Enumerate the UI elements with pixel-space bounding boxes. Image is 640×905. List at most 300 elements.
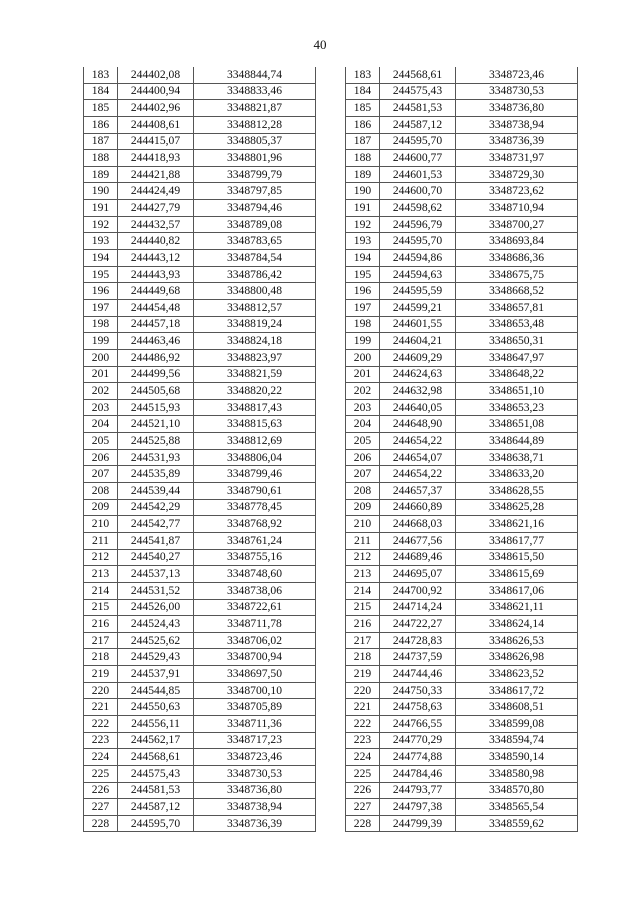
y-coordinate-cell: 3348621,16: [456, 516, 578, 533]
y-coordinate-cell: 3348651,10: [456, 383, 578, 400]
point-number-cell: 222: [346, 715, 380, 732]
point-number-cell: 202: [84, 383, 118, 400]
coordinates-table-left: [83, 67, 316, 832]
point-number-cell: 205: [346, 433, 380, 450]
table-row: [346, 183, 578, 200]
point-number-cell: 187: [84, 133, 118, 150]
x-coordinate-cell: 244600,70: [380, 183, 456, 200]
x-coordinate-cell: 244594,86: [380, 250, 456, 267]
y-coordinate-cell: 3348738,94: [456, 116, 578, 133]
point-number-cell: 205: [84, 433, 118, 450]
table-row: [346, 799, 578, 816]
point-number-cell: 191: [346, 200, 380, 217]
point-number-cell: 198: [346, 316, 380, 333]
table-row: [346, 499, 578, 516]
x-coordinate-cell: 244424,49: [118, 183, 194, 200]
table-row: [346, 466, 578, 483]
point-number-cell: 189: [346, 166, 380, 183]
x-coordinate-cell: 244695,07: [380, 566, 456, 583]
table-row: [346, 699, 578, 716]
y-coordinate-cell: 3348805,37: [194, 133, 316, 150]
x-coordinate-cell: 244505,68: [118, 383, 194, 400]
y-coordinate-cell: 3348819,24: [194, 316, 316, 333]
point-number-cell: 217: [84, 632, 118, 649]
table-row: [346, 316, 578, 333]
x-coordinate-cell: 244594,63: [380, 266, 456, 283]
table-row: [84, 532, 316, 549]
y-coordinate-cell: 3348738,06: [194, 582, 316, 599]
y-coordinate-cell: 3348723,62: [456, 183, 578, 200]
x-coordinate-cell: 244600,77: [380, 150, 456, 167]
x-coordinate-cell: 244689,46: [380, 549, 456, 566]
y-coordinate-cell: 3348729,30: [456, 166, 578, 183]
x-coordinate-cell: 244744,46: [380, 666, 456, 683]
y-coordinate-cell: 3348790,61: [194, 483, 316, 500]
point-number-cell: 194: [84, 250, 118, 267]
table-row: [84, 449, 316, 466]
table-row: [84, 549, 316, 566]
table-row: [84, 466, 316, 483]
coordinates-table-right: [345, 67, 578, 832]
y-coordinate-cell: 3348628,55: [456, 483, 578, 500]
y-coordinate-cell: 3348815,63: [194, 416, 316, 433]
y-coordinate-cell: 3348711,78: [194, 616, 316, 633]
point-number-cell: 201: [346, 366, 380, 383]
table-row: [346, 299, 578, 316]
point-number-cell: 210: [346, 516, 380, 533]
y-coordinate-cell: 3348806,04: [194, 449, 316, 466]
point-number-cell: 199: [84, 333, 118, 350]
table-row: [84, 266, 316, 283]
table-row: [84, 715, 316, 732]
point-number-cell: 197: [84, 299, 118, 316]
point-number-cell: 220: [346, 682, 380, 699]
y-coordinate-cell: 3348621,11: [456, 599, 578, 616]
y-coordinate-cell: 3348626,98: [456, 649, 578, 666]
point-number-cell: 223: [346, 732, 380, 749]
y-coordinate-cell: 3348812,69: [194, 433, 316, 450]
point-number-cell: 193: [84, 233, 118, 250]
point-number-cell: 220: [84, 682, 118, 699]
y-coordinate-cell: 3348697,50: [194, 666, 316, 683]
y-coordinate-cell: 3348647,97: [456, 349, 578, 366]
x-coordinate-cell: 244728,83: [380, 632, 456, 649]
table-row: [346, 682, 578, 699]
y-coordinate-cell: 3348565,54: [456, 799, 578, 816]
y-coordinate-cell: 3348615,69: [456, 566, 578, 583]
table-row: [346, 416, 578, 433]
x-coordinate-cell: 244677,56: [380, 532, 456, 549]
table-row: [84, 782, 316, 799]
table-row: [346, 749, 578, 766]
y-coordinate-cell: 3348823,97: [194, 349, 316, 366]
y-coordinate-cell: 3348700,10: [194, 682, 316, 699]
y-coordinate-cell: 3348768,92: [194, 516, 316, 533]
y-coordinate-cell: 3348650,31: [456, 333, 578, 350]
x-coordinate-cell: 244575,43: [380, 83, 456, 100]
x-coordinate-cell: 244654,22: [380, 466, 456, 483]
table-row: [346, 549, 578, 566]
y-coordinate-cell: 3348783,65: [194, 233, 316, 250]
table-row: [346, 333, 578, 350]
point-number-cell: 184: [84, 83, 118, 100]
table-row: [84, 67, 316, 83]
table-row: [346, 283, 578, 300]
x-coordinate-cell: 244750,33: [380, 682, 456, 699]
x-coordinate-cell: 244440,82: [118, 233, 194, 250]
table-row: [84, 483, 316, 500]
point-number-cell: 215: [84, 599, 118, 616]
x-coordinate-cell: 244454,48: [118, 299, 194, 316]
point-number-cell: 200: [346, 349, 380, 366]
table-row: [346, 666, 578, 683]
x-coordinate-cell: 244537,91: [118, 666, 194, 683]
point-number-cell: 211: [84, 532, 118, 549]
point-number-cell: 207: [84, 466, 118, 483]
point-number-cell: 213: [84, 566, 118, 583]
table-row: [84, 416, 316, 433]
table-row: [84, 383, 316, 400]
table-row: [346, 67, 578, 83]
table-row: [84, 299, 316, 316]
point-number-cell: 187: [346, 133, 380, 150]
table-row: [84, 516, 316, 533]
point-number-cell: 202: [346, 383, 380, 400]
y-coordinate-cell: 3348706,02: [194, 632, 316, 649]
x-coordinate-cell: 244632,98: [380, 383, 456, 400]
y-coordinate-cell: 3348711,36: [194, 715, 316, 732]
x-coordinate-cell: 244443,93: [118, 266, 194, 283]
y-coordinate-cell: 3348624,14: [456, 616, 578, 633]
point-number-cell: 183: [346, 67, 380, 83]
y-coordinate-cell: 3348821,59: [194, 366, 316, 383]
table-row: [346, 399, 578, 416]
x-coordinate-cell: 244654,22: [380, 433, 456, 450]
x-coordinate-cell: 244700,92: [380, 582, 456, 599]
y-coordinate-cell: 3348693,84: [456, 233, 578, 250]
point-number-cell: 221: [84, 699, 118, 716]
table-row: [346, 83, 578, 100]
table-row: [84, 599, 316, 616]
point-number-cell: 190: [84, 183, 118, 200]
table-row: [346, 233, 578, 250]
table-row: [84, 283, 316, 300]
y-coordinate-cell: 3348797,85: [194, 183, 316, 200]
table-row: [84, 582, 316, 599]
y-coordinate-cell: 3348812,28: [194, 116, 316, 133]
y-coordinate-cell: 3348617,72: [456, 682, 578, 699]
x-coordinate-cell: 244402,08: [118, 67, 194, 83]
table-row: [84, 749, 316, 766]
table-row: [346, 383, 578, 400]
x-coordinate-cell: 244609,29: [380, 349, 456, 366]
x-coordinate-cell: 244568,61: [380, 67, 456, 83]
point-number-cell: 226: [84, 782, 118, 799]
table-row: [84, 699, 316, 716]
y-coordinate-cell: 3348821,87: [194, 100, 316, 117]
table-row: [84, 499, 316, 516]
table-row: [84, 682, 316, 699]
point-number-cell: 192: [84, 216, 118, 233]
x-coordinate-cell: 244624,63: [380, 366, 456, 383]
point-number-cell: 209: [84, 499, 118, 516]
y-coordinate-cell: 3348700,94: [194, 649, 316, 666]
point-number-cell: 213: [346, 566, 380, 583]
point-number-cell: 191: [84, 200, 118, 217]
point-number-cell: 204: [346, 416, 380, 433]
point-number-cell: 214: [346, 582, 380, 599]
y-coordinate-cell: 3348736,80: [194, 782, 316, 799]
x-coordinate-cell: 244595,70: [118, 815, 194, 832]
point-number-cell: 216: [84, 616, 118, 633]
x-coordinate-cell: 244581,53: [380, 100, 456, 117]
y-coordinate-cell: 3348633,20: [456, 466, 578, 483]
table-row: [346, 582, 578, 599]
point-number-cell: 211: [346, 532, 380, 549]
y-coordinate-cell: 3348730,53: [194, 765, 316, 782]
point-number-cell: 199: [346, 333, 380, 350]
x-coordinate-cell: 244668,03: [380, 516, 456, 533]
point-number-cell: 206: [84, 449, 118, 466]
y-coordinate-cell: 3348648,22: [456, 366, 578, 383]
table-row: [84, 166, 316, 183]
y-coordinate-cell: 3348799,79: [194, 166, 316, 183]
point-number-cell: 227: [84, 799, 118, 816]
y-coordinate-cell: 3348812,57: [194, 299, 316, 316]
x-coordinate-cell: 244568,61: [118, 749, 194, 766]
point-number-cell: 223: [84, 732, 118, 749]
point-number-cell: 225: [346, 765, 380, 782]
table-row: [84, 366, 316, 383]
x-coordinate-cell: 244524,43: [118, 616, 194, 633]
point-number-cell: 218: [346, 649, 380, 666]
x-coordinate-cell: 244599,21: [380, 299, 456, 316]
table-row: [346, 150, 578, 167]
point-number-cell: 219: [84, 666, 118, 683]
point-number-cell: 228: [346, 815, 380, 832]
y-coordinate-cell: 3348705,89: [194, 699, 316, 716]
x-coordinate-cell: 244529,43: [118, 649, 194, 666]
x-coordinate-cell: 244463,46: [118, 333, 194, 350]
table-row: [346, 250, 578, 267]
table-row: [346, 433, 578, 450]
x-coordinate-cell: 244640,05: [380, 399, 456, 416]
table-row: [346, 200, 578, 217]
point-number-cell: 185: [84, 100, 118, 117]
table-row: [84, 815, 316, 832]
x-coordinate-cell: 244766,55: [380, 715, 456, 732]
x-coordinate-cell: 244525,88: [118, 433, 194, 450]
x-coordinate-cell: 244537,13: [118, 566, 194, 583]
x-coordinate-cell: 244418,93: [118, 150, 194, 167]
y-coordinate-cell: 3348800,48: [194, 283, 316, 300]
point-number-cell: 195: [346, 266, 380, 283]
y-coordinate-cell: 3348844,74: [194, 67, 316, 83]
table-row: [84, 616, 316, 633]
x-coordinate-cell: 244457,18: [118, 316, 194, 333]
table-row: [346, 266, 578, 283]
point-number-cell: 201: [84, 366, 118, 383]
table-row: [84, 732, 316, 749]
y-coordinate-cell: 3348820,22: [194, 383, 316, 400]
table-row: [346, 532, 578, 549]
table-row: [84, 83, 316, 100]
x-coordinate-cell: 244515,93: [118, 399, 194, 416]
table-row: [84, 250, 316, 267]
point-number-cell: 186: [346, 116, 380, 133]
x-coordinate-cell: 244587,12: [380, 116, 456, 133]
y-coordinate-cell: 3348723,46: [456, 67, 578, 83]
point-number-cell: 189: [84, 166, 118, 183]
point-number-cell: 216: [346, 616, 380, 633]
y-coordinate-cell: 3348801,96: [194, 150, 316, 167]
y-coordinate-cell: 3348833,46: [194, 83, 316, 100]
x-coordinate-cell: 244722,27: [380, 616, 456, 633]
point-number-cell: 215: [346, 599, 380, 616]
y-coordinate-cell: 3348668,52: [456, 283, 578, 300]
x-coordinate-cell: 244531,52: [118, 582, 194, 599]
x-coordinate-cell: 244581,53: [118, 782, 194, 799]
point-number-cell: 217: [346, 632, 380, 649]
x-coordinate-cell: 244521,10: [118, 416, 194, 433]
y-coordinate-cell: 3348723,46: [194, 749, 316, 766]
y-coordinate-cell: 3348590,14: [456, 749, 578, 766]
y-coordinate-cell: 3348778,45: [194, 499, 316, 516]
y-coordinate-cell: 3348608,51: [456, 699, 578, 716]
x-coordinate-cell: 244595,70: [380, 233, 456, 250]
point-number-cell: 226: [346, 782, 380, 799]
x-coordinate-cell: 244770,29: [380, 732, 456, 749]
x-coordinate-cell: 244758,63: [380, 699, 456, 716]
x-coordinate-cell: 244542,29: [118, 499, 194, 516]
x-coordinate-cell: 244408,61: [118, 116, 194, 133]
y-coordinate-cell: 3348559,62: [456, 815, 578, 832]
y-coordinate-cell: 3348617,77: [456, 532, 578, 549]
point-number-cell: 219: [346, 666, 380, 683]
y-coordinate-cell: 3348625,28: [456, 499, 578, 516]
x-coordinate-cell: 244486,92: [118, 349, 194, 366]
point-number-cell: 208: [346, 483, 380, 500]
point-number-cell: 198: [84, 316, 118, 333]
x-coordinate-cell: 244400,94: [118, 83, 194, 100]
y-coordinate-cell: 3348644,89: [456, 433, 578, 450]
y-coordinate-cell: 3348638,71: [456, 449, 578, 466]
x-coordinate-cell: 244535,89: [118, 466, 194, 483]
y-coordinate-cell: 3348653,23: [456, 399, 578, 416]
x-coordinate-cell: 244427,79: [118, 200, 194, 217]
y-coordinate-cell: 3348626,53: [456, 632, 578, 649]
point-number-cell: 224: [346, 749, 380, 766]
x-coordinate-cell: 244556,11: [118, 715, 194, 732]
y-coordinate-cell: 3348722,61: [194, 599, 316, 616]
y-coordinate-cell: 3348748,60: [194, 566, 316, 583]
table-row: [84, 632, 316, 649]
y-coordinate-cell: 3348794,46: [194, 200, 316, 217]
table-row: [346, 483, 578, 500]
table-row: [84, 116, 316, 133]
point-number-cell: 196: [84, 283, 118, 300]
y-coordinate-cell: 3348761,24: [194, 532, 316, 549]
y-coordinate-cell: 3348755,16: [194, 549, 316, 566]
table-row: [346, 366, 578, 383]
table-row: [346, 166, 578, 183]
x-coordinate-cell: 244797,38: [380, 799, 456, 816]
x-coordinate-cell: 244648,90: [380, 416, 456, 433]
table-row: [84, 233, 316, 250]
table-row: [346, 349, 578, 366]
x-coordinate-cell: 244541,87: [118, 532, 194, 549]
y-coordinate-cell: 3348675,75: [456, 266, 578, 283]
page-number: 40: [313, 37, 327, 52]
x-coordinate-cell: 244432,57: [118, 216, 194, 233]
point-number-cell: 212: [346, 549, 380, 566]
point-number-cell: 208: [84, 483, 118, 500]
y-coordinate-cell: 3348651,08: [456, 416, 578, 433]
x-coordinate-cell: 244595,70: [380, 133, 456, 150]
y-coordinate-cell: 3348710,94: [456, 200, 578, 217]
x-coordinate-cell: 244657,37: [380, 483, 456, 500]
table-row: [84, 316, 316, 333]
x-coordinate-cell: 244737,59: [380, 649, 456, 666]
point-number-cell: 207: [346, 466, 380, 483]
point-number-cell: 203: [346, 399, 380, 416]
table-row: [346, 649, 578, 666]
table-row: [84, 566, 316, 583]
point-number-cell: 203: [84, 399, 118, 416]
point-number-cell: 184: [346, 83, 380, 100]
x-coordinate-cell: 244415,07: [118, 133, 194, 150]
x-coordinate-cell: 244525,62: [118, 632, 194, 649]
point-number-cell: 195: [84, 266, 118, 283]
point-number-cell: 204: [84, 416, 118, 433]
table-row: [346, 732, 578, 749]
x-coordinate-cell: 244542,77: [118, 516, 194, 533]
table-row: [84, 649, 316, 666]
y-coordinate-cell: 3348686,36: [456, 250, 578, 267]
x-coordinate-cell: 244595,59: [380, 283, 456, 300]
x-coordinate-cell: 244443,12: [118, 250, 194, 267]
point-number-cell: 210: [84, 516, 118, 533]
table-row: [346, 516, 578, 533]
y-coordinate-cell: 3348730,53: [456, 83, 578, 100]
table-row: [84, 183, 316, 200]
table-row: [84, 799, 316, 816]
x-coordinate-cell: 244774,88: [380, 749, 456, 766]
point-number-cell: 194: [346, 250, 380, 267]
point-number-cell: 188: [84, 150, 118, 167]
y-coordinate-cell: 3348736,39: [194, 815, 316, 832]
x-coordinate-cell: 244499,56: [118, 366, 194, 383]
x-coordinate-cell: 244604,21: [380, 333, 456, 350]
table-row: [346, 765, 578, 782]
y-coordinate-cell: 3348789,08: [194, 216, 316, 233]
point-number-cell: 183: [84, 67, 118, 83]
point-number-cell: 227: [346, 799, 380, 816]
x-coordinate-cell: 244784,46: [380, 765, 456, 782]
point-number-cell: 193: [346, 233, 380, 250]
y-coordinate-cell: 3348817,43: [194, 399, 316, 416]
x-coordinate-cell: 244596,79: [380, 216, 456, 233]
x-coordinate-cell: 244601,55: [380, 316, 456, 333]
point-number-cell: 185: [346, 100, 380, 117]
point-number-cell: 209: [346, 499, 380, 516]
table-row: [346, 599, 578, 616]
point-number-cell: 218: [84, 649, 118, 666]
table-row: [346, 133, 578, 150]
table-row: [346, 449, 578, 466]
point-number-cell: 197: [346, 299, 380, 316]
point-number-cell: 206: [346, 449, 380, 466]
